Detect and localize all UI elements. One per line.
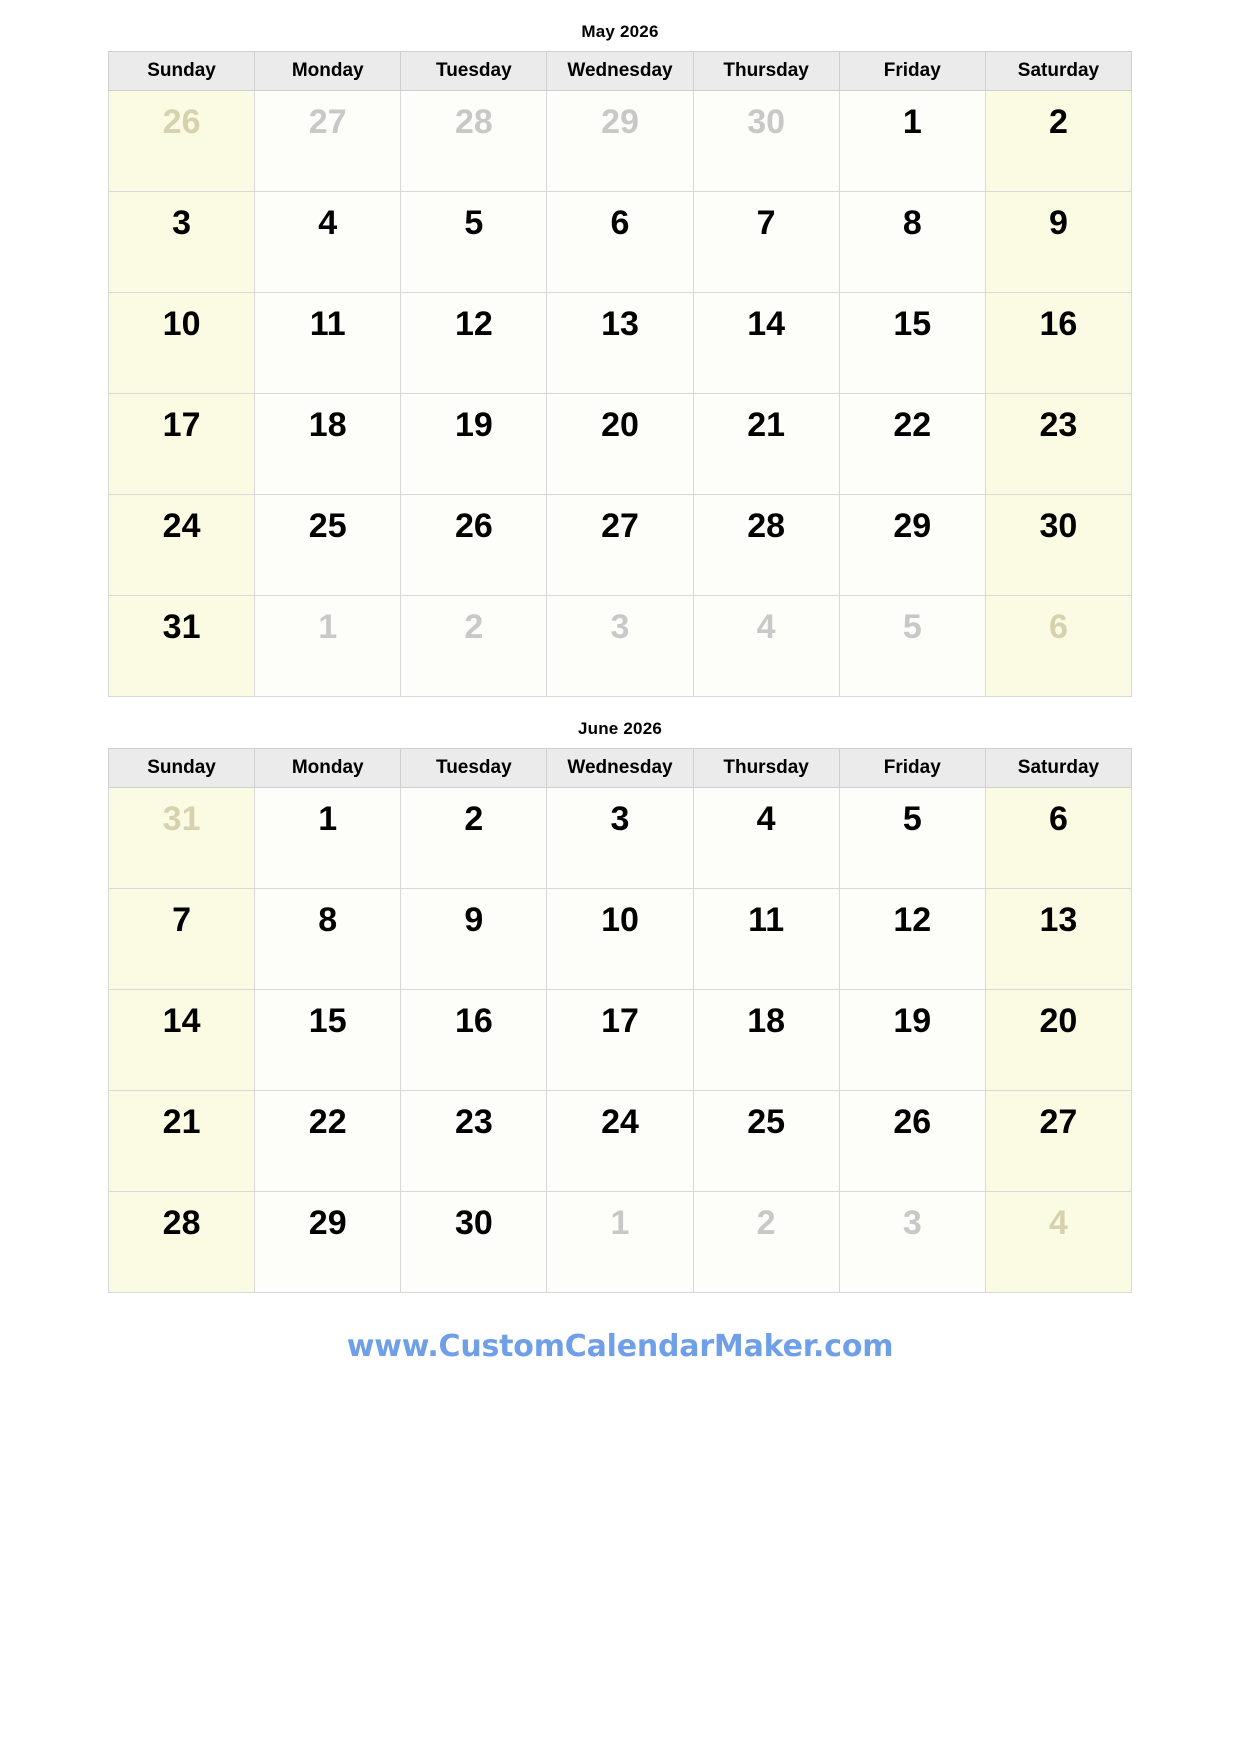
- day-number: 26: [162, 103, 201, 141]
- day-number: 9: [1048, 204, 1068, 242]
- day-number: 20: [1039, 1002, 1078, 1040]
- calendar-week-row: [109, 889, 1132, 990]
- day-number: 24: [162, 507, 201, 545]
- day-number: 18: [747, 1002, 786, 1040]
- calendar-day-cell[interactable]: [109, 91, 255, 192]
- calendar-day-cell[interactable]: [547, 495, 693, 596]
- day-number: 13: [601, 305, 639, 343]
- calendar-day-cell[interactable]: [401, 990, 547, 1091]
- day-number: 23: [454, 1103, 493, 1141]
- weekday-header-saturday: Saturday: [985, 52, 1131, 91]
- calendar-day-cell[interactable]: [401, 889, 547, 990]
- weekday-header-friday: Friday: [839, 52, 985, 91]
- calendar-day-cell[interactable]: [839, 192, 985, 293]
- calendar-week-row: [109, 91, 1132, 192]
- weekday-header-monday: Monday: [255, 52, 401, 91]
- day-number: 6: [1048, 800, 1068, 838]
- day-number: 20: [601, 406, 639, 444]
- calendar-day-cell[interactable]: [255, 394, 401, 495]
- day-number: 30: [454, 1204, 493, 1242]
- calendar-day-cell[interactable]: [255, 293, 401, 394]
- calendar-table-june: [108, 748, 1132, 1293]
- day-number: 24: [601, 1103, 639, 1141]
- calendar-day-cell[interactable]: [839, 788, 985, 889]
- calendar-day-cell[interactable]: [401, 91, 547, 192]
- day-number: 1: [902, 103, 922, 141]
- day-number: 16: [1039, 305, 1078, 343]
- site-link[interactable]: www.CustomCalendarMaker.com: [346, 1329, 894, 1364]
- footer: [0, 1293, 1240, 1364]
- calendar-day-cell[interactable]: [839, 293, 985, 394]
- calendar-day-cell[interactable]: [109, 990, 255, 1091]
- day-number: 3: [902, 1204, 922, 1242]
- calendar-week-row: [109, 1091, 1132, 1192]
- calendar-day-cell[interactable]: [401, 293, 547, 394]
- calendar-day-cell[interactable]: [109, 192, 255, 293]
- day-number: 10: [162, 305, 201, 343]
- day-number: 29: [893, 507, 932, 545]
- day-number: 29: [601, 103, 639, 141]
- weekday-header-wednesday: Wednesday: [547, 749, 693, 788]
- calendar-day-cell[interactable]: [255, 889, 401, 990]
- day-number: 25: [308, 507, 347, 545]
- calendar-week-row: [109, 394, 1132, 495]
- calendar-day-cell[interactable]: [255, 788, 401, 889]
- day-number: 5: [902, 608, 922, 646]
- calendar-day-cell[interactable]: [985, 192, 1131, 293]
- day-number: 3: [172, 204, 192, 242]
- calendar-day-cell[interactable]: [839, 990, 985, 1091]
- calendar-day-cell[interactable]: [401, 596, 547, 697]
- weekday-header-row: [109, 52, 1132, 91]
- day-number: 31: [162, 608, 201, 646]
- calendar-day-cell[interactable]: [255, 1091, 401, 1192]
- day-number: 12: [893, 901, 932, 939]
- calendar-day-cell[interactable]: [839, 91, 985, 192]
- day-number: 22: [893, 406, 932, 444]
- calendar-day-cell[interactable]: [693, 596, 839, 697]
- day-number: 7: [172, 901, 192, 939]
- calendar-day-cell[interactable]: [985, 394, 1131, 495]
- calendar-day-cell[interactable]: [547, 788, 693, 889]
- day-number: 28: [747, 507, 786, 545]
- day-number: 26: [454, 507, 493, 545]
- day-number: 30: [747, 103, 786, 141]
- calendar-week-row: [109, 495, 1132, 596]
- day-number: 15: [308, 1002, 347, 1040]
- day-number: 4: [756, 608, 776, 646]
- calendar-day-cell[interactable]: [693, 889, 839, 990]
- day-number: 19: [454, 406, 493, 444]
- calendar-week-row: [109, 293, 1132, 394]
- calendar-day-cell[interactable]: [839, 495, 985, 596]
- day-number: 27: [1039, 1103, 1078, 1141]
- calendar-day-cell[interactable]: [985, 788, 1131, 889]
- day-number: 1: [318, 608, 338, 646]
- calendar-table-may: [108, 51, 1132, 697]
- day-number: 17: [601, 1002, 639, 1040]
- calendar-day-cell[interactable]: [109, 596, 255, 697]
- day-number: 9: [464, 901, 484, 939]
- day-number: 27: [601, 507, 639, 545]
- calendar-day-cell[interactable]: [109, 495, 255, 596]
- calendar-day-cell[interactable]: [693, 91, 839, 192]
- calendar-day-cell[interactable]: [693, 788, 839, 889]
- month-title: May 2026: [581, 22, 659, 41]
- weekday-header-thursday: Thursday: [693, 749, 839, 788]
- calendar-week-row: [109, 1192, 1132, 1293]
- day-number: 11: [309, 305, 346, 343]
- day-number: 2: [464, 800, 484, 838]
- calendar-day-cell[interactable]: [255, 91, 401, 192]
- day-number: 3: [610, 608, 630, 646]
- day-number: 3: [610, 800, 630, 838]
- calendar-day-cell[interactable]: [401, 394, 547, 495]
- calendar-day-cell[interactable]: [109, 394, 255, 495]
- month-block-may: [108, 0, 1132, 697]
- day-number: 11: [748, 901, 785, 939]
- calendar-day-cell[interactable]: [109, 1192, 255, 1293]
- calendar-day-cell[interactable]: [693, 192, 839, 293]
- calendar-day-cell[interactable]: [255, 192, 401, 293]
- calendar-day-cell[interactable]: [547, 192, 693, 293]
- day-number: 14: [747, 305, 786, 343]
- calendar-day-cell[interactable]: [109, 788, 255, 889]
- day-number: 12: [454, 305, 493, 343]
- calendar-body-may: [109, 91, 1132, 697]
- calendar-day-cell[interactable]: [401, 1091, 547, 1192]
- day-number: 5: [464, 204, 484, 242]
- day-number: 29: [308, 1204, 347, 1242]
- weekday-header-friday: Friday: [839, 749, 985, 788]
- month-block-june: [108, 697, 1132, 1293]
- calendar-week-row: [109, 596, 1132, 697]
- day-number: 1: [318, 800, 338, 838]
- calendar-day-cell[interactable]: [693, 1091, 839, 1192]
- calendar-day-cell[interactable]: [401, 788, 547, 889]
- weekday-header-thursday: Thursday: [693, 52, 839, 91]
- calendar-day-cell[interactable]: [547, 990, 693, 1091]
- day-number: 2: [464, 608, 484, 646]
- calendar-day-cell[interactable]: [401, 1192, 547, 1293]
- day-number: 5: [902, 800, 922, 838]
- calendar-day-cell[interactable]: [839, 889, 985, 990]
- day-number: 26: [893, 1103, 932, 1141]
- weekday-header-row: [109, 749, 1132, 788]
- day-number: 1: [610, 1204, 630, 1242]
- calendar-day-cell[interactable]: [839, 596, 985, 697]
- calendar-week-row: [109, 990, 1132, 1091]
- weekday-header-wednesday: Wednesday: [547, 52, 693, 91]
- day-number: 4: [318, 204, 338, 242]
- calendar-day-cell[interactable]: [985, 1091, 1131, 1192]
- calendar-day-cell[interactable]: [547, 1192, 693, 1293]
- weekday-header-tuesday: Tuesday: [401, 749, 547, 788]
- calendar-day-cell[interactable]: [255, 596, 401, 697]
- day-number: 10: [601, 901, 639, 939]
- calendar-day-cell[interactable]: [547, 293, 693, 394]
- calendar-day-cell[interactable]: [693, 1192, 839, 1293]
- calendar-day-cell[interactable]: [985, 91, 1131, 192]
- calendar-day-cell[interactable]: [985, 495, 1131, 596]
- day-number: 28: [162, 1204, 201, 1242]
- calendar-day-cell[interactable]: [547, 596, 693, 697]
- day-number: 4: [756, 800, 776, 838]
- calendar-day-cell[interactable]: [401, 192, 547, 293]
- day-number: 7: [756, 204, 776, 242]
- day-number: 16: [454, 1002, 493, 1040]
- day-number: 14: [162, 1002, 201, 1040]
- day-number: 28: [454, 103, 493, 141]
- day-number: 21: [162, 1103, 201, 1141]
- day-number: 8: [902, 204, 922, 242]
- day-number: 8: [318, 901, 338, 939]
- calendar-day-cell[interactable]: [109, 1091, 255, 1192]
- day-number: 6: [1048, 608, 1068, 646]
- calendar-day-cell[interactable]: [839, 1091, 985, 1192]
- day-number: 31: [162, 800, 201, 838]
- month-title: June 2026: [577, 719, 663, 738]
- calendar-day-cell[interactable]: [547, 91, 693, 192]
- day-number: 6: [610, 204, 630, 242]
- day-number: 25: [747, 1103, 786, 1141]
- day-number: 2: [756, 1204, 776, 1242]
- calendar-day-cell[interactable]: [693, 495, 839, 596]
- day-number: 22: [308, 1103, 347, 1141]
- calendar-day-cell[interactable]: [985, 990, 1131, 1091]
- day-number: 17: [162, 406, 201, 444]
- calendar-day-cell[interactable]: [255, 1192, 401, 1293]
- weekday-header-tuesday: Tuesday: [401, 52, 547, 91]
- calendar-day-cell[interactable]: [985, 293, 1131, 394]
- calendar-day-cell[interactable]: [547, 394, 693, 495]
- calendar-day-cell[interactable]: [693, 293, 839, 394]
- weekday-header-sunday: Sunday: [109, 749, 255, 788]
- calendar-day-cell[interactable]: [109, 889, 255, 990]
- calendar-day-cell[interactable]: [401, 495, 547, 596]
- calendar-day-cell[interactable]: [693, 394, 839, 495]
- day-number: 27: [308, 103, 347, 141]
- calendar-body-june: [109, 788, 1132, 1293]
- day-number: 2: [1048, 103, 1068, 141]
- calendar-day-cell[interactable]: [255, 990, 401, 1091]
- calendar-day-cell[interactable]: [693, 990, 839, 1091]
- day-number: 18: [308, 406, 347, 444]
- calendar-day-cell[interactable]: [985, 596, 1131, 697]
- day-number: 23: [1039, 406, 1078, 444]
- calendar-day-cell[interactable]: [547, 1091, 693, 1192]
- day-number: 19: [893, 1002, 932, 1040]
- calendar-week-row: [109, 788, 1132, 889]
- day-number: 30: [1039, 507, 1078, 545]
- weekday-header-monday: Monday: [255, 749, 401, 788]
- day-number: 4: [1048, 1204, 1068, 1242]
- calendar-day-cell[interactable]: [109, 293, 255, 394]
- calendar-day-cell[interactable]: [985, 889, 1131, 990]
- day-number: 21: [747, 406, 786, 444]
- calendar-week-row: [109, 192, 1132, 293]
- calendar-day-cell[interactable]: [839, 394, 985, 495]
- calendar-day-cell[interactable]: [547, 889, 693, 990]
- calendar-day-cell[interactable]: [985, 1192, 1131, 1293]
- weekday-header-sunday: Sunday: [109, 52, 255, 91]
- calendar-day-cell[interactable]: [255, 495, 401, 596]
- day-number: 15: [893, 305, 932, 343]
- calendar-day-cell[interactable]: [839, 1192, 985, 1293]
- weekday-header-saturday: Saturday: [985, 749, 1131, 788]
- day-number: 13: [1039, 901, 1078, 939]
